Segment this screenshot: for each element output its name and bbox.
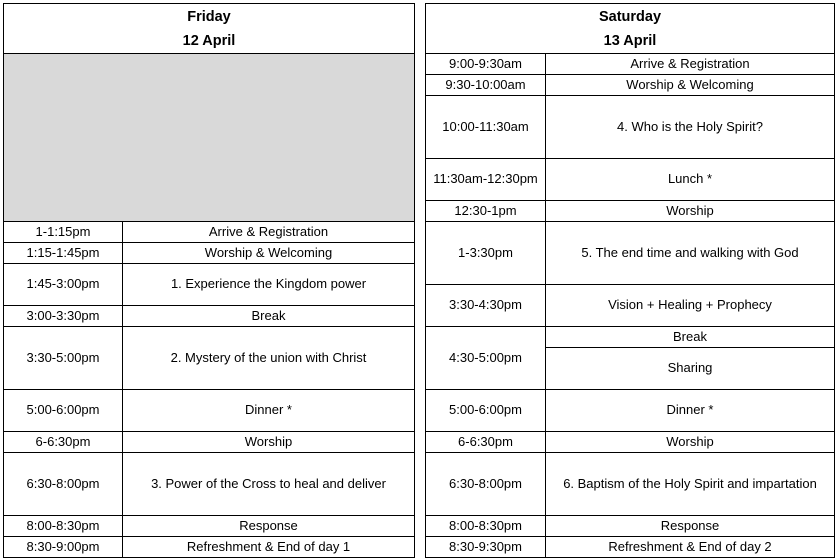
activity-cell: Arrive & Registration [123,222,415,243]
table-row [4,453,415,516]
table-row [426,159,835,201]
activity-cell: 1. Experience the Kingdom power [123,264,415,306]
activity-cell: 3. Power of the Cross to heal and deliver [123,453,415,516]
activity-cell: Break [546,327,835,348]
friday-schedule-table [3,3,415,558]
friday-header [4,4,415,54]
activity-cell: Refreshment & End of day 2 [546,537,835,558]
time-cell: 6:30-8:00pm [426,453,546,516]
table-row [426,327,835,348]
time-cell: 3:30-4:30pm [426,285,546,327]
table-row [4,222,415,243]
table-row [426,96,835,159]
time-cell: 8:30-9:30pm [426,537,546,558]
activity-cell: Worship [123,432,415,453]
time-cell: 1:45-3:00pm [4,264,123,306]
activity-cell: Refreshment & End of day 1 [123,537,415,558]
table-row [426,453,835,516]
table-row [4,390,415,432]
activity-cell: Dinner * [123,390,415,432]
activity-cell: Arrive & Registration [546,54,835,75]
table-row [4,432,415,453]
time-cell: 5:00-6:00pm [4,390,123,432]
activity-cell: Response [546,516,835,537]
blank-grey-block [4,54,415,222]
table-row [4,516,415,537]
time-cell: 6:30-8:00pm [4,453,123,516]
time-cell: 1:15-1:45pm [4,243,123,264]
activity-cell: Response [123,516,415,537]
activity-cell: Worship & Welcoming [123,243,415,264]
friday-day-label: Friday [187,8,231,25]
time-cell: 9:30-10:00am [426,75,546,96]
table-row [4,537,415,558]
time-cell: 5:00-6:00pm [426,390,546,432]
time-cell: 9:00-9:30am [426,54,546,75]
activity-cell: Vision + Healing + Prophecy [546,285,835,327]
saturday-date-label: 13 April [603,32,657,49]
time-cell: 8:00-8:30pm [4,516,123,537]
activity-cell: 6. Baptism of the Holy Spirit and impartation [546,453,835,516]
time-cell: 8:00-8:30pm [426,516,546,537]
table-row [4,327,415,390]
table-row [4,243,415,264]
activity-cell: Sharing [546,348,835,390]
time-cell: 6-6:30pm [426,432,546,453]
activity-cell: Worship & Welcoming [546,75,835,96]
time-cell: 4:30-5:00pm [426,327,546,390]
table-row [4,264,415,306]
saturday-header [426,4,835,54]
activity-cell: Worship [546,201,835,222]
table-row [4,306,415,327]
table-row [426,537,835,558]
table-row [426,390,835,432]
time-cell: 6-6:30pm [4,432,123,453]
table-row [426,54,835,75]
activity-cell: Lunch * [546,159,835,201]
activity-cell: Dinner * [546,390,835,432]
time-cell: 1-1:15pm [4,222,123,243]
time-cell: 10:00-11:30am [426,96,546,159]
table-row [426,516,835,537]
time-cell: 12:30-1pm [426,201,546,222]
table-row [426,285,835,327]
activity-cell: 4. Who is the Holy Spirit? [546,96,835,159]
activity-cell: Break [123,306,415,327]
time-cell: 1-3:30pm [426,222,546,285]
friday-date-label: 12 April [182,32,236,49]
table-row [426,222,835,285]
activity-cell: 2. Mystery of the union with Christ [123,327,415,390]
time-cell: 3:30-5:00pm [4,327,123,390]
saturday-schedule-table [425,3,835,558]
saturday-day-label: Saturday [598,8,662,25]
time-cell: 3:00-3:30pm [4,306,123,327]
activity-cell: Worship [546,432,835,453]
activity-cell: 5. The end time and walking with God [546,222,835,285]
table-row [426,75,835,96]
table-row [426,432,835,453]
time-cell: 11:30am-12:30pm [426,159,546,201]
table-row [426,201,835,222]
time-cell: 8:30-9:00pm [4,537,123,558]
